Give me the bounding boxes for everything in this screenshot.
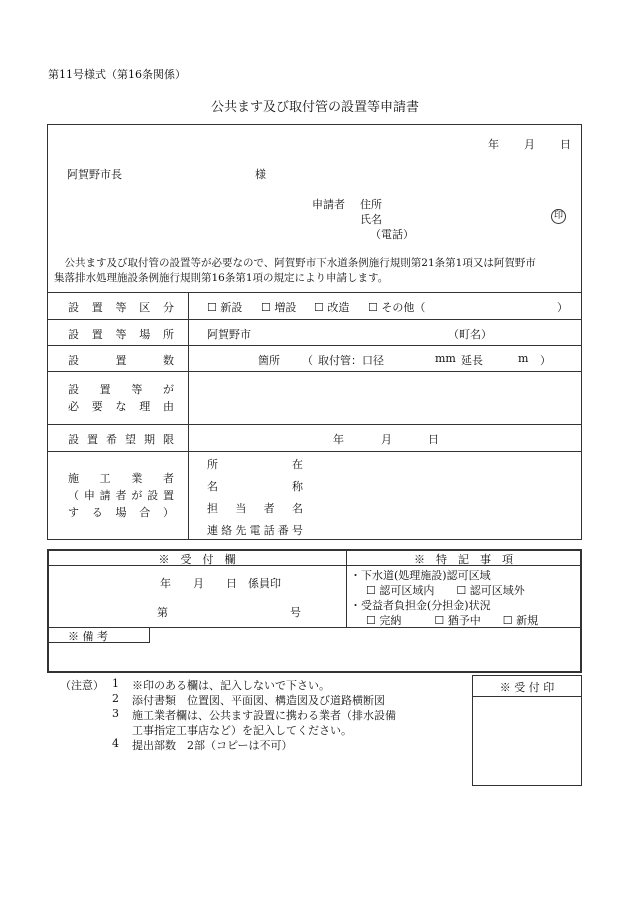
note-2-num: 2 (112, 692, 119, 705)
addressee-honorific: 様 (255, 168, 266, 181)
reception-box (47, 549, 582, 673)
note-1-num: 1 (112, 677, 119, 690)
statement-line-1: 公共ます及び取付管の設置等が必要なので、阿賀野市下水道条例施行規則第21条第1項又は阿賀野市 (54, 257, 536, 269)
note-4-text: 提出部数 2部（コピーは不可） (132, 739, 293, 752)
period-year: 年 (333, 433, 344, 446)
contractor-label: 施 工 業 者 （ 申 請 者 が 設 置 す る 場 合 ） (68, 472, 174, 519)
contractor-field-name: 名 称 (207, 480, 303, 493)
note-2-text: 添付書類 位置図、平面図、構造図及び道路横断図 (132, 694, 385, 707)
period-month: 月 (381, 433, 392, 446)
contractor-field-phone: 連 絡 先 電 話 番 号 (207, 524, 303, 537)
statement-line-2: 集落排水処理施設条例施行規則第16条第1項の規定により申請します。 (54, 272, 389, 284)
remarks-label: ※ 備 考 (68, 630, 108, 643)
count-close: ） (540, 354, 551, 367)
special-item-2[interactable]: ☐ 認可区域内 ☐ 認可区域外 (366, 584, 525, 597)
count-m: m (518, 352, 529, 365)
date-day: 日 (560, 138, 571, 151)
note-1-text: ※印のある欄は、記入しないで下さい。 (132, 679, 330, 692)
notes-label: （注意） (60, 679, 104, 692)
period-day: 日 (428, 433, 439, 446)
category-label: 設 置 等 区 分 (68, 301, 174, 314)
count-label: 設 置 数 (68, 354, 174, 367)
form-number: 第11号様式（第16条関係） (48, 68, 186, 81)
applicant-label: 申請者 (312, 198, 345, 211)
page-title: 公共ます及び取付管の設置等申請書 (210, 100, 419, 115)
applicant-phone-label: （電話） (370, 228, 414, 241)
special-item-4[interactable]: ☐ 完納 ☐ 猶予中 ☐ 新規 (366, 614, 539, 627)
category-option-new[interactable]: ☐ 新設 (207, 301, 243, 314)
category-option-other[interactable]: ☐ その他（ (368, 301, 426, 314)
addressee-city: 阿賀野市長 (67, 168, 122, 181)
note-3-cont: 工事指定工事店など）を記入してください。 (132, 724, 352, 737)
category-option-add[interactable]: ☐ 増設 (261, 301, 297, 314)
special-item-1: ・下水道(処理施設)認可区域 (350, 569, 491, 582)
note-3-text: 施工業者欄は、公共ます設置に携わる業者（排水設備 (132, 709, 396, 722)
special-item-3: ・受益者負担金(分担金)状況 (350, 599, 491, 612)
special-header: ※ 特 記 事 項 (414, 553, 513, 566)
period-label: 設 置 希 望 期 限 (68, 433, 174, 446)
count-pipe-label: 取付管：口径 (318, 354, 384, 367)
category-close: ） (557, 301, 568, 314)
contractor-field-person: 担 当 者 名 (207, 502, 303, 515)
place-label: 設 置 等 場 所 (68, 328, 174, 341)
date-month: 月 (524, 138, 535, 151)
stamp-box-label: ※ 受 付 印 (499, 681, 555, 694)
date-year: 年 (488, 138, 499, 151)
note-3-num: 3 (112, 707, 119, 720)
count-mm: mm (435, 352, 456, 365)
note-4-num: 4 (112, 737, 119, 750)
reception-number-suffix: 号 (290, 606, 301, 619)
place-town-label: （町名） (448, 328, 492, 341)
reception-header: ※ 受 付 欄 (158, 553, 236, 566)
applicant-address-label: 住所 (360, 198, 382, 211)
count-open: （ (302, 354, 313, 367)
reception-date-line: 年 月 日 係員印 (160, 577, 281, 590)
place-city: 阿賀野市 (207, 328, 251, 341)
category-option-modify[interactable]: ☐ 改造 (314, 301, 350, 314)
applicant-name-label: 氏名 (360, 213, 382, 226)
seal-mark: 印 (551, 209, 566, 224)
contractor-field-address: 所 在 (207, 458, 303, 471)
count-length-label: 延長 (461, 354, 483, 367)
reception-number-prefix: 第 (157, 606, 168, 619)
reason-label: 設 置 等 が 必 要 な 理 由 (68, 383, 174, 413)
count-unit: 箇所 (258, 354, 280, 367)
